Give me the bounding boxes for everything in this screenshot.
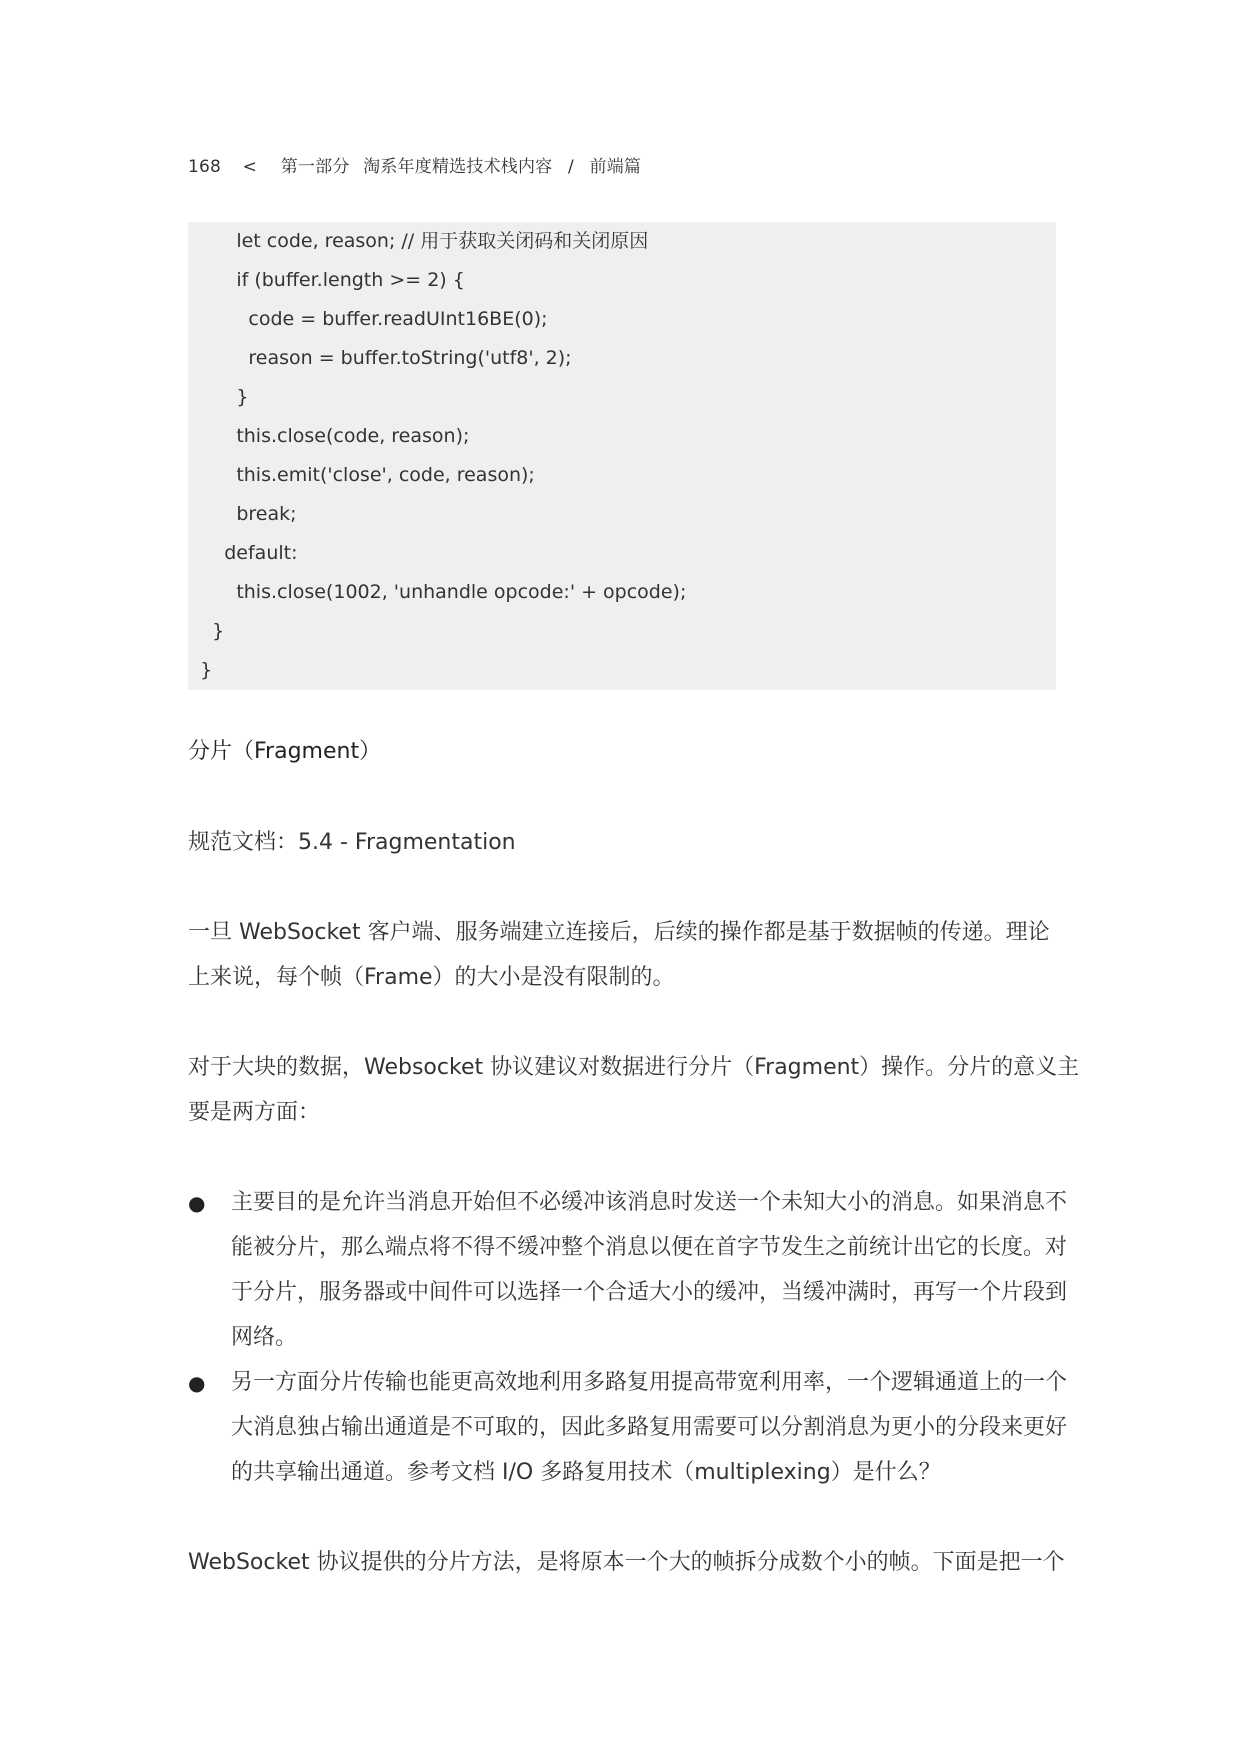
code-line: if (buffer.length >= 2) { — [188, 269, 465, 291]
header-slash: / — [567, 157, 574, 177]
paragraph-line: 要是两方面： — [188, 1100, 321, 1125]
code-line: default: — [188, 542, 298, 564]
code-line: } — [188, 620, 225, 642]
bullet-text-line: 大消息独占输出通道是不可取的，因此多路复用需要可以分割消息为更小的分段来更好 — [231, 1415, 1068, 1440]
bullet-text-line: 网络。 — [231, 1325, 298, 1350]
bullet-text-line: 的共享输出通道。参考文档 I/O 多路复用技术（multiplexing）是什么？ — [231, 1460, 941, 1485]
code-line: code = buffer.readUInt16BE(0); — [188, 308, 548, 330]
bullet-marker: ● — [188, 1371, 206, 1395]
header-title: 淘系年度精选技术栈内容 — [363, 157, 553, 177]
paragraph-line: 上来说，每个帧（Frame）的大小是没有限制的。 — [188, 965, 675, 990]
code-line: this.close(1002, 'unhandle opcode:' + opcode); — [188, 581, 687, 603]
header-part: 第一部分 — [280, 157, 350, 177]
paragraph-line: 一旦 WebSocket 客户端、服务端建立连接后，后续的操作都是基于数据帧的传递。理论 — [188, 920, 1050, 945]
page-number: 168 — [188, 157, 222, 177]
bullet-text-line: 于分片，服务器或中间件可以选择一个合适大小的缓冲，当缓冲满时，再写一个片段到 — [231, 1280, 1068, 1305]
running-header — [188, 152, 641, 177]
paragraph-line: WebSocket 协议提供的分片方法，是将原本一个大的帧拆分成数个小的帧。下面是把一个 — [188, 1550, 1065, 1575]
code-line: } — [188, 659, 213, 681]
bullet-text-line: 主要目的是允许当消息开始但不必缓冲该消息时发送一个未知大小的消息。如果消息不 — [231, 1190, 1068, 1215]
bullet-text-line: 能被分片，那么端点将不得不缓冲整个消息以便在首字节发生之前统计出它的长度。对 — [231, 1235, 1068, 1260]
bullet-text-line: 另一方面分片传输也能更高效地利用多路复用提高带宽利用率，一个逻辑通道上的一个 — [231, 1370, 1068, 1395]
paragraph-line: 对于大块的数据，Websocket 协议建议对数据进行分片（Fragment）操作。分片的意义主 — [188, 1055, 1080, 1080]
code-line: break; — [188, 503, 297, 525]
code-line: this.close(code, reason); — [188, 425, 470, 447]
bullet-marker: ● — [188, 1191, 206, 1215]
code-line: this.emit('close', code, reason); — [188, 464, 535, 486]
code-line: reason = buffer.toString('utf8', 2); — [188, 347, 572, 369]
code-block — [188, 222, 1056, 690]
header-section: 前端篇 — [589, 157, 642, 177]
spec-reference: 规范文档：5.4 - Fragmentation — [188, 830, 516, 855]
header-arrow: < — [242, 157, 258, 177]
code-line: let code, reason; // 用于获取关闭码和关闭原因 — [188, 230, 649, 252]
code-line: } — [188, 386, 249, 408]
section-subheading: 分片（Fragment） — [188, 739, 382, 764]
